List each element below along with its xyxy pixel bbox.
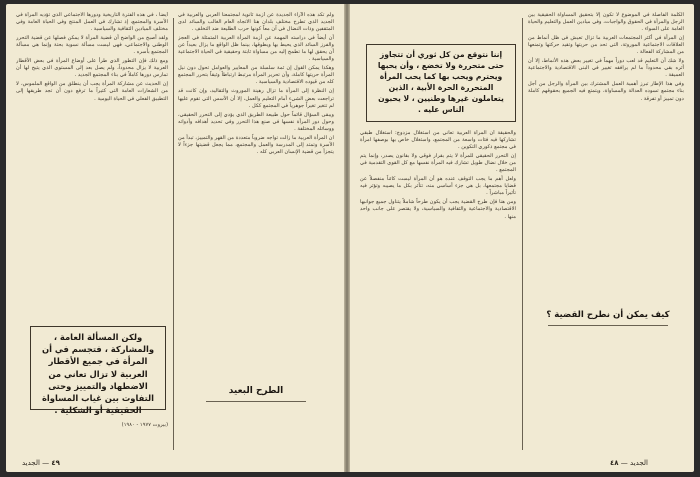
paragraph: ولعل أهم ما يجب التوقف عنده هو أن المرأة ليست كائناً منفصلاً عن قضايا مجتمعها، بل هي جزء أساسي منه، تتأثر بكل ما يصيبه وتؤثر فيه تأثيراً مباشراً . — [360, 176, 516, 197]
column-divider — [173, 18, 174, 450]
paragraph: ومن هنا فإن طرح القضية يجب أن يكون طرحاً شاملاً يتناول جميع جوانبها الاقتصادية والاجتماعية والثقافية والسياسية، ولا يقتصر على جانب واحد منها . — [360, 199, 516, 220]
right-page — [350, 4, 694, 472]
paragraph: إن المرأة في أكثر المجتمعات العربية ما تزال تعيش في ظل أنماط من العلاقات الاجتماعية الموروثة، التي تحد من حريتها وتقيد حركتها وتمنعها من المشاركة الفعالة . — [528, 35, 684, 56]
paragraph: أن أيضاً في دراسته المهمة عن أزمة المرأة العربية المتمثلة في العجز والفرز السائد الذي يحيط بها ويطوقها، بينما ظل الواقع ما يزال بعيداً عن أن يحقق لها ما تطمح إليه من مساواة ثابتة وحقيقية في الحياة الاجتماعية والسياسية . — [178, 35, 334, 63]
page-number: ٤٩ — [51, 459, 60, 467]
journal-name: الجديد — [22, 459, 40, 467]
page-number: ٤٨ — [610, 459, 619, 467]
paragraph: الكلمة الفاصلة في الموضوع لا تكون إلا بتحقيق المساواة الحقيقية بين الرجل والمرأة في الحقوق والواجبات، وفي ميادين العمل والتعليم والحياة العامة على السواء . — [528, 12, 684, 33]
footer-dash: — — [39, 459, 50, 467]
pull-quote-text: ولكن المسألة العامة ، والمشاركة ، فتجسم في أن المرأة في جميع الأقطار العربية لا تزال تعاني من الاضطهاد والتمييز وحتى التفاوت بين غياب المساواة الحقيقية أو الشكلية . — [41, 332, 155, 416]
section-heading: كيف يمكن أن نطرح القضية ؟ — [546, 310, 670, 320]
paragraph: وفي هذا الإطار تبرز أهمية العمل المشترك بين المرأة والرجل من أجل بناء مجتمع تسوده العدالة والمساواة، ويتمتع فيه الجميع بحقوقهم كاملة دون تمييز أو تفرقة . — [528, 81, 684, 102]
paragraph: إن التحرر الحقيقي للمرأة لا يتم بقرار فوقي ولا بقانون يصدر، وإنما يتم من خلال نضال طويل تشارك فيه المرأة نفسها مع كل القوى التقدمية في المجتمع . — [360, 153, 516, 174]
heading-underline — [548, 325, 668, 326]
section-heading: الطرح البعيد — [228, 386, 284, 396]
pull-quote-text: إننا نتوقع من كل ثوري أن تتجاوز حتى متحررة ولا تخضع ، وأن يحبها ويحترم ويحب بها كما يحب المرأة المتحررة الحرة الأبية ، الذين يتعاملون غيرها وطنيين ، لا يحبون الناس عليه . — [377, 50, 505, 114]
heading-underline — [206, 401, 306, 402]
left-page — [6, 4, 344, 472]
paragraph: ومع ذلك فإن التطور الذي طرأ على أوضاع المرأة في بعض الأقطار العربية لا يزال محدوداً، ولم يصل بعد إلى المستوى الذي يتيح لها أن تمارس دورها كاملاً في بناء المجتمع الجديد . — [16, 58, 168, 79]
footer-dash: — — [618, 459, 628, 467]
right-page-right-column — [528, 12, 684, 304]
pull-quote — [30, 326, 166, 416]
left-page-left-column — [16, 12, 168, 302]
paragraph: وهكذا يمكن القول إن ثمة سلسلة من المعايير والعوامل تحول دون نيل المرأة حريتها كاملة، وأن تحرير المرأة مرتبط ارتباطاً وثيقاً بتحرر المجتمع كله من قيوده الاقتصادية والسياسية . — [178, 65, 334, 86]
paragraph: ولقد أصبح من الواضح أن قضية المرأة لا يمكن فصلها عن قضية التحرر الوطني والاجتماعي، فهي ليست مسألة نسوية بحتة وإنما هي مسألة المجتمع بأسره . — [16, 35, 168, 56]
paragraph: ولا شك أن التعليم قد لعب دوراً مهماً في تغيير بعض هذه الأنماط، إلا أن أثره بقي محدوداً ما لم يرافقه تغيير في البنى الاقتصادية والاجتماعية العميقة . — [528, 58, 684, 79]
page-footer — [22, 459, 60, 467]
paragraph: (بيروت ١٩٧٧ - ١٩٨٠) — [121, 422, 168, 428]
paragraph: والحقيقة أن المرأة العربية تعاني من استغلال مزدوج: استغلال طبقي تشاركها فيه فئات واسعة من المجتمع، واستغلال خاص بها بوصفها امرأة في مجتمع ذكوري التكوين . — [360, 130, 516, 151]
paragraph: إن الحديث عن مشاركة المرأة يجب أن ينطلق من الواقع الملموس، لا من الشعارات العامة التي كثيراً ما ترفع دون أن تجد طريقها إلى التطبيق الفعلي في الحياة اليومية . — [16, 81, 168, 102]
right-page-left-column — [360, 130, 516, 456]
journal-name: الجديد — [630, 459, 648, 467]
left-page-bottom-note — [16, 422, 168, 452]
paragraph: ان المرأة العربية ما زالت تواجه ضروباً متعددة من القهر والتمييز، تبدأ من الأسرة وتمتد إلى المدرسة والعمل والمجتمع، مما يجعل قضيتها جزءاً لا يتجزأ من قضية الإنسان العربي كله . — [178, 134, 334, 155]
pull-quote — [366, 44, 516, 122]
paragraph: ويبقى السؤال قائماً حول طبيعة الطريق الذي يؤدي إلى التحرر الحقيقي، وحول دور المرأة نفسها في صنع هذا التحرر وفي تحديد أهدافه وأدواته ووسائله المختلفة . — [178, 111, 334, 132]
paragraph: أيضاً ، في هذه الفترة التاريخية ودورها الاجتماعي الذي تؤديه المرأة في الأسرة والمجتمع، إذ تشارك في العمل المنتج وفي الحياة العامة وفي مختلف الميادين الثقافية والسياسية . — [16, 12, 168, 33]
paragraph: إن النظرة إلى المرأة ما تزال رهينة الموروث والتقاليد، وإن كانت قد تراجعت بعض الشيء أمام التعليم والعمل، إلا أن الأسس التي تقوم عليها لم تتغير تغيراً جوهرياً في المجتمع ككل . — [178, 88, 334, 109]
page-footer — [610, 459, 648, 467]
paragraph: ولم تكد هذه الآراء الجديدة عن أزمة ثانوية لمجتمعنا العربي والعربية في الجديد الذي تطرح مختلف بلدان هنا الاتجاه العام الغالب والسائد لدى المثقفين وذات النضال في آن معاً كونها حرب الطليعة ضد التخلف . — [178, 12, 334, 33]
column-divider — [522, 18, 523, 450]
